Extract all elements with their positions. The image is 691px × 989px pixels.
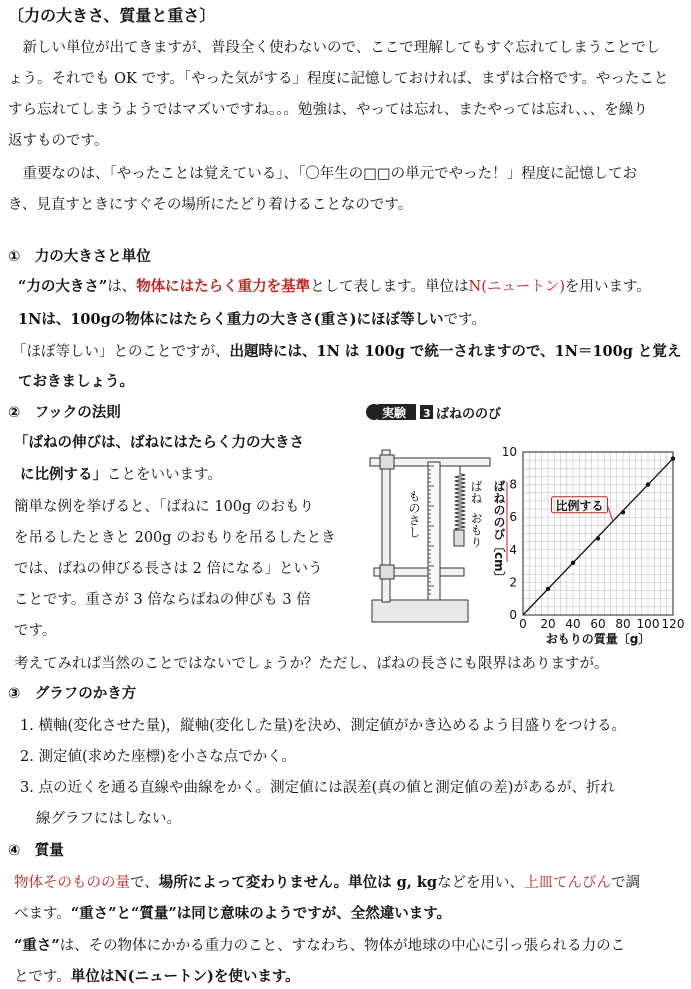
text: で、: [130, 875, 159, 891]
x-tick-label: 20: [540, 617, 556, 631]
experiment-number: 3: [423, 407, 431, 420]
apparatus-base: [372, 600, 468, 622]
text: 単位は: [70, 968, 115, 985]
section-2-line-8: 考えてみれば当然のことではないでしょうか？ただし、ばねの長さにも限界はありますが。: [14, 656, 609, 672]
intro-line-2: ょう。それでも OK です。「やった気がする」程度に記憶しておければ、まずは合格です。やったこと: [8, 71, 669, 87]
text: として表します。単位は: [310, 279, 469, 295]
x-tick-label: 60: [590, 617, 606, 631]
section-3-heading: ③ グラフのかき方: [8, 686, 137, 702]
section-4-line-2: [14, 904, 685, 924]
x-axis-label: おもりの質量〔g〕: [545, 632, 651, 646]
key-fact-exam: 出題時には、1N は 100g で統一されますので、1N＝100g と覚え: [229, 343, 682, 360]
data-point: [546, 587, 550, 591]
text: で調: [611, 875, 641, 891]
highlight-mass-definition: 物体そのものの量: [14, 875, 130, 891]
text: を用います。: [565, 279, 651, 295]
section-2-line-7: です。: [14, 623, 57, 639]
x-tick-label: 0: [519, 617, 527, 631]
section-2-line-3: 簡単な例を挙げると、「ばねに 100g のおもり: [14, 499, 314, 515]
section-3-item-3-cont: 線グラフにはしない。: [36, 811, 181, 827]
section-3-item-2: 2. 測定値(求めた座標)を小さな点でかく。: [20, 749, 296, 765]
section-4-line-4: [14, 967, 685, 987]
intro-line-3: すら忘れてしまうようではマズいですね。。。勉強は、やっては忘れ、またやっては忘れ、、、を繰り: [8, 102, 648, 118]
text: N(ニュートン)を使います。: [114, 968, 300, 985]
data-point: [596, 536, 600, 540]
x-tick-label: 80: [615, 617, 631, 631]
text: 「ほぼ等しい」とのことですが、: [12, 344, 230, 360]
section-2-line-6: ことです。重さが 3 倍ならばねの伸びも 3 倍: [14, 592, 311, 608]
data-point: [621, 510, 625, 514]
x-tick-label: 120: [661, 617, 685, 631]
experiment-title: ばねののび: [436, 407, 502, 422]
experiment-figure: [360, 400, 690, 655]
text: とです。: [14, 969, 71, 985]
apparatus-lower-clamp: [380, 565, 394, 579]
section-1-heading: ① 力の大きさと単位: [8, 249, 151, 265]
weight-icon: [454, 530, 464, 546]
section-4-line-1: [14, 873, 685, 893]
ruler-label: ものさし: [407, 490, 421, 538]
figure-header: [366, 404, 501, 422]
y-axis-label: ばねののび〔cm〕: [492, 480, 506, 584]
x-tick-label: 100: [636, 617, 660, 631]
y-tick-label: 0: [509, 608, 517, 622]
data-point: [671, 456, 675, 460]
y-tick-label: 6: [509, 510, 517, 525]
section-2-heading: ② フックの法則: [8, 405, 121, 421]
section-3-item-3: 3. 点の近くを通る直線や曲線をかく。測定値には誤差(真の値と測定値の差)があるが、折れ: [20, 780, 615, 796]
intro-line-4: 返すものです。: [8, 133, 109, 149]
section-2-line-4: を吊るしたときと 200g のおもりを吊るしたとき: [14, 530, 336, 546]
text: は、: [107, 279, 137, 295]
text: などを用い、: [437, 875, 525, 891]
highlight-newton: N(ニュートン): [468, 279, 566, 295]
data-point: [571, 561, 575, 565]
text: に比例する」: [20, 466, 107, 483]
highlight-gravity-basis: 物体にはたらく重力を基準: [136, 278, 311, 295]
intro-line-6: き、見直すときにすぐその場所にたどり着けることなのです。: [8, 197, 413, 213]
key-fact-mass: 場所によって変わりません。単位は g, kg: [158, 874, 438, 891]
page-title: 〔力の大きさ、質量と重さ〕: [8, 6, 216, 25]
text: べます。: [14, 906, 71, 922]
section-1-line-4: ておきましょう。: [18, 373, 134, 390]
ruler-icon: [428, 462, 440, 600]
term-force-magnitude: “力の大きさ”: [18, 278, 108, 295]
text: ことをいいます。: [107, 467, 222, 483]
y-tick-label: 8: [509, 477, 517, 492]
section-1-line-1: [18, 277, 685, 297]
apparatus-clamp: [380, 455, 394, 469]
highlight-balance: 上皿てんびん: [524, 875, 612, 891]
section-2-line-1: 「ばねの伸びは、ばねにはたらく力の大きさ: [14, 434, 304, 451]
weight-label: おもり: [469, 512, 483, 548]
term-weight: “重さ”: [14, 937, 60, 954]
y-tick-label: 2: [509, 575, 517, 590]
intro-line-5: 重要なのは、「やったことは覚えている」、「〇年生の□□の単元でやった！」程度に記憶してお: [22, 166, 638, 182]
y-tick-label: 4: [509, 542, 517, 557]
y-tick-label: 10: [501, 445, 517, 459]
spring-extension-chart: [492, 445, 684, 646]
intro-line-1: 新しい単位が出てきますが、普段全く使わないので、ここで理解してもすぐ忘れてしまうことでし: [22, 40, 661, 56]
section-4-heading: ④ 質量: [8, 843, 64, 859]
data-point: [646, 482, 650, 486]
section-2-line-5: では、ばねの伸びる長さは 2 倍になる」という: [14, 561, 323, 577]
text: です。: [443, 312, 486, 328]
key-fact-difference: “重さ”と“質量”は同じ意味のようですが、全然違います。: [70, 905, 452, 922]
section-4-line-3: [14, 936, 685, 956]
text: は、その物体にかかる重力のこと、すなわち、物体が地球の中心に引っ張られる力のこ: [59, 938, 626, 954]
spring-icon: [455, 474, 465, 530]
experiment-badge-text: 実験: [382, 406, 407, 420]
x-tick-label: 40: [565, 617, 581, 631]
key-fact-1n: 1Nは、100gの物体にはたらく重力の大きさ(重さ)にほぼ等しい: [18, 311, 444, 328]
chart-annotation: 比例する: [555, 498, 604, 513]
section-1-line-2: [18, 310, 685, 330]
section-3-item-1: 1. 横軸(変化させた量)，縦軸(変化した量)を決め、測定値がかき込めるよう目盛りをつける。: [20, 718, 626, 734]
spring-label: ばね: [469, 480, 483, 504]
section-1-line-3: [12, 342, 685, 362]
